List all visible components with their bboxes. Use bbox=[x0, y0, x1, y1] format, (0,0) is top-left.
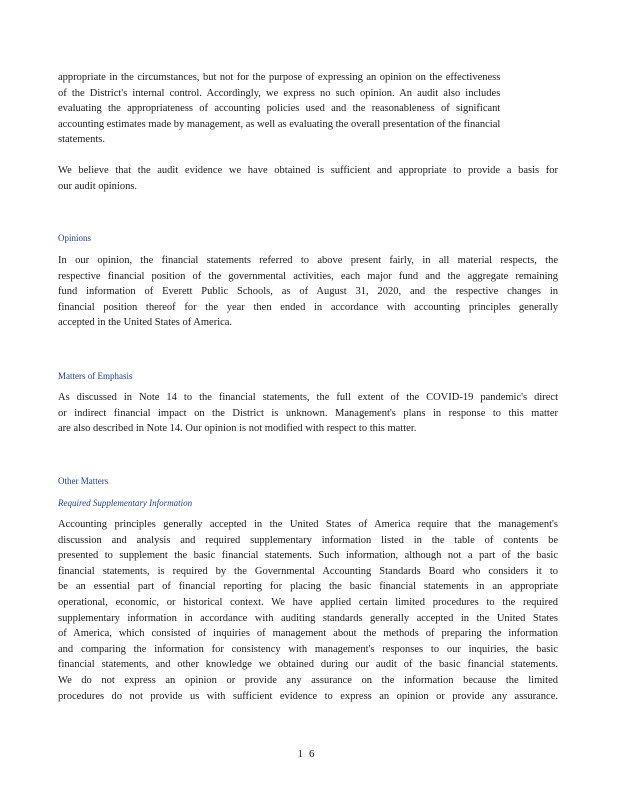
paragraph-line: respective financial position of the governmental activities, each major fund and the aggregate remaining bbox=[58, 270, 558, 282]
other-matters-heading: Other Matters bbox=[58, 476, 109, 486]
emphasis-paragraph bbox=[58, 390, 558, 437]
audit-scope-paragraph bbox=[58, 70, 500, 148]
paragraph-line: Accounting principles generally accepted in the United States of America require that the management's bbox=[58, 519, 558, 530]
paragraph-line: accepted in the United States of America. bbox=[58, 317, 233, 329]
paragraph-line: fund information of Everett Public Schools, as of August 31, 2020, and the respective changes in bbox=[58, 286, 558, 298]
paragraph-line: accounting estimates made by management, as well as evaluating the overall presentation of the financial bbox=[58, 118, 501, 130]
paragraph-line: In our opinion, the financial statements referred to above present fairly, in all material respects, the bbox=[58, 255, 558, 266]
paragraph-line: financial statements, is required by the Governmental Accounting Standards Board who considers it to bbox=[58, 565, 558, 577]
paragraph-line: statements. bbox=[58, 134, 105, 146]
paragraph-line: be an essential part of financial reporting for placing the basic financial statements in an appropriate bbox=[58, 581, 558, 593]
paragraph-line: supplementary information in accordance with auditing standards generally accepted in the United States bbox=[58, 612, 558, 624]
rsi-paragraph bbox=[58, 517, 558, 704]
emphasis-heading: Matters of Emphasis bbox=[58, 371, 133, 381]
paragraph-line: discussion and analysis and required supplementary information listed in the table of contents be bbox=[58, 534, 558, 546]
opinions-paragraph bbox=[58, 253, 558, 331]
paragraph-line: or indirect financial impact on the District is unknown. Management's plans in response to this matter bbox=[58, 407, 558, 419]
paragraph-line: financial statements, and other knowledge we obtained during our audit of the basic financial statements. bbox=[58, 659, 558, 671]
paragraph-line: operational, economic, or historical context. We have applied certain limited procedures to the required bbox=[58, 596, 558, 608]
opinions-heading: Opinions bbox=[58, 233, 92, 243]
paragraph-line: of the District's internal control. Accordingly, we express no such opinion. An audit also includes bbox=[58, 87, 501, 99]
paragraph-line: financial position thereof for the year then ended in accordance with accounting principles generally bbox=[58, 301, 558, 313]
paragraph-line: of America, which consisted of inquiries of management about the methods of preparing the information bbox=[58, 628, 558, 640]
rsi-subheading: Required Supplementary Information bbox=[58, 498, 193, 508]
paragraph-line: are also described in Note 14. Our opinion is not modified with respect to this matter. bbox=[58, 423, 417, 435]
paragraph-line: As discussed in Note 14 to the financial statements, the full extent of the COVID-19 pandemic's direct bbox=[58, 392, 558, 403]
paragraph-line: and comparing the information for consistency with management's responses to our inquiries, the basic bbox=[58, 643, 558, 655]
page-number: 16 bbox=[297, 748, 321, 760]
paragraph-line: We believe that the audit evidence we have obtained is sufficient and appropriate to provide a basis for bbox=[58, 165, 558, 176]
paragraph-line: presented to supplement the basic financial statements. Such information, although not a part of the basic bbox=[58, 550, 558, 562]
paragraph-line: our audit opinions. bbox=[58, 180, 138, 192]
paragraph-line: evaluating the appropriateness of accounting policies used and the reasonableness of significant bbox=[58, 103, 501, 115]
audit-evidence-paragraph bbox=[58, 163, 558, 194]
paragraph-line: appropriate in the circumstances, but not for the purpose of expressing an opinion on the effectiveness bbox=[58, 72, 501, 83]
paragraph-line: procedures do not provide us with sufficient evidence to express an opinion or provide any assurance. bbox=[58, 690, 558, 702]
paragraph-line: We do not express an opinion or provide any assurance on the information because the limited bbox=[58, 674, 558, 686]
